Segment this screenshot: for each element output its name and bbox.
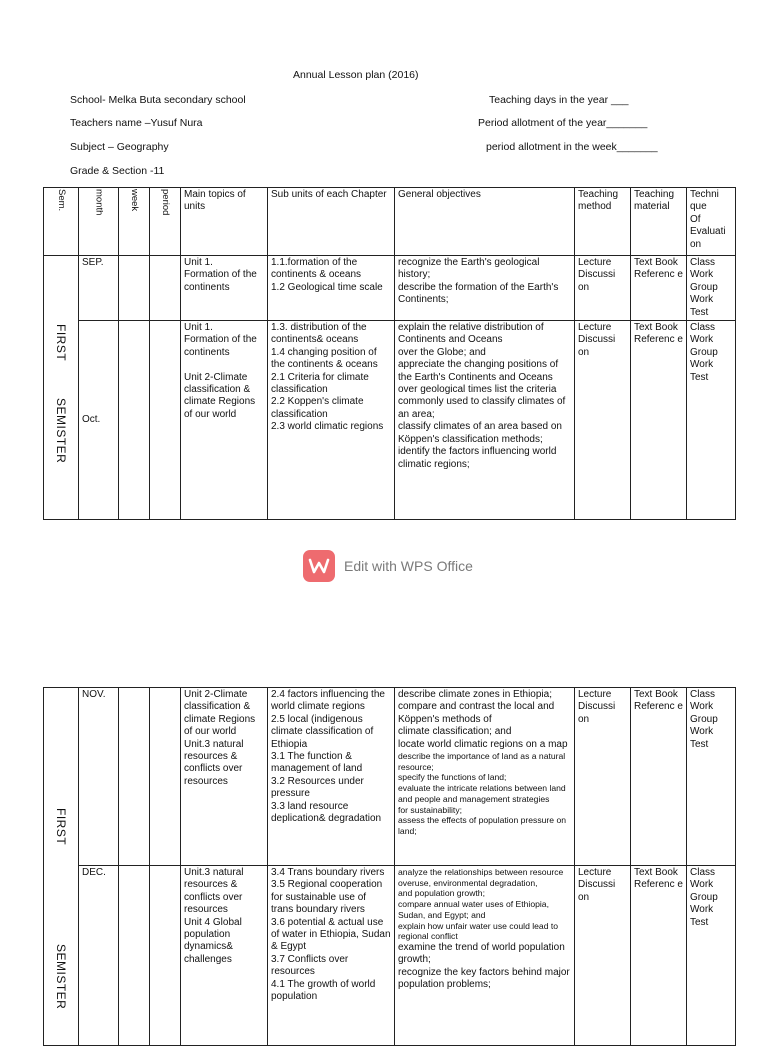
main-topic-cell: Unit.3 natural resources & conflicts over resources Unit 4 Global population dynamics& challenges [181, 866, 268, 1046]
wps-watermark-text: Edit with WPS Office [344, 558, 473, 574]
period-allotment-year: Period allotment of the year_______ [478, 117, 648, 129]
technique-cell: Class Work Group Work Test [687, 256, 736, 321]
grade-section: Grade & Section -11 [70, 165, 165, 177]
semester-label-first: FIRST [54, 808, 68, 846]
material-cell: Text Book Referenc e [631, 688, 687, 866]
sub-units-cell: 1.3. distribution of the continents& oceans 1.4 changing position of the continents & oceans 2.1 Criteria for climate classification 2.2 Koppen's climate classification 2.3 world climatic regions [268, 321, 395, 520]
header-teaching-material: Teaching material [631, 188, 687, 256]
teacher-name: Teachers name –Yusuf Nura [70, 117, 203, 129]
technique-cell: Class Work Group Work Test [687, 321, 736, 520]
header-sem: Sem. [44, 188, 79, 256]
table-row [44, 688, 736, 866]
header-period: period [150, 188, 181, 256]
period-cell [150, 866, 181, 1046]
method-cell: Lecture Discussi on [575, 866, 631, 1046]
month-cell: SEP. [79, 256, 119, 321]
technique-cell: Class Work Group Work Test [687, 866, 736, 1046]
header-week: week [119, 188, 150, 256]
sub-units-cell: 1.1.formation of the continents & oceans 1.2 Geological time scale [268, 256, 395, 321]
technique-cell: Class Work Group Work Test [687, 688, 736, 866]
sub-units-cell: 2.4 factors influencing the world climate regions 2.5 local (indigenous climate classification of Ethiopia 3.1 The function & management of land 3.2 Resources under pressure 3.3 land resource deplication& degradation [268, 688, 395, 866]
document-title: Annual Lesson plan (2016) [293, 69, 419, 81]
semester-label-semister: SEMISTER [54, 944, 68, 1010]
period-cell [150, 256, 181, 321]
objectives-text-small: analyze the relationships between resource overuse, environmental degradation, and population growth; compare annual water uses of Ethiopia, Sudan, and Egypt; and explain how unfair water use could lead to regional conflict [398, 867, 564, 942]
material-cell: Text Book Referenc e [631, 866, 687, 1046]
week-cell [119, 256, 150, 321]
objectives-cell [395, 866, 575, 1046]
material-cell: Text Book Referenc e [631, 256, 687, 321]
semester-label-first: FIRST [54, 324, 68, 362]
table-row [44, 866, 736, 1046]
main-topic-cell: Unit 2-Climate classification & climate Regions of our world Unit.3 natural resources & conflicts over resources [181, 688, 268, 866]
month-cell: DEC. [79, 866, 119, 1046]
objectives-text: describe climate zones in Ethiopia; compare and contrast the local and Köppen's methods of climate classification; and locate world climatic regions on a map [398, 689, 568, 750]
objectives-text-small: describe the importance of land as a natural resource; specify the functions of land; evaluate the intricate relations between land and people and management strategies for sustainability; assess the effects of population pressure on land; [398, 751, 567, 836]
objectives-cell: recognize the Earth's geological history; describe the formation of the Earth's Continents; [395, 256, 575, 321]
week-cell [119, 688, 150, 866]
header-teaching-method: Teaching method [575, 188, 631, 256]
main-topic-cell: Unit 1. Formation of the continents [181, 256, 268, 321]
header-evaluation-technique: Techni que Of Evaluati on [687, 188, 736, 256]
period-allotment-week: period allotment in the week_______ [486, 141, 658, 153]
lesson-plan-table-page2 [43, 687, 736, 1046]
month-cell: Oct. [79, 321, 119, 520]
sub-units-cell: 3.4 Trans boundary rivers 3.5 Regional cooperation for sustainable use of trans boundary rivers 3.6 potential & actual use of water in Ethiopia, Sudan & Egypt 3.7 Conflicts over resources 4.1 The growth of world population [268, 866, 395, 1046]
period-cell [150, 688, 181, 866]
material-cell: Text Book Referenc e [631, 321, 687, 520]
wps-watermark [303, 550, 473, 582]
objectives-text: examine the trend of world population growth; recognize the key factors behind major population problems; [398, 941, 570, 991]
week-cell [119, 321, 150, 520]
month-cell: NOV. [79, 688, 119, 866]
header-objectives: General objectives [395, 188, 575, 256]
objectives-cell [395, 688, 575, 866]
header-sub-units: Sub units of each Chapter [268, 188, 395, 256]
teaching-days: Teaching days in the year ___ [489, 94, 629, 106]
table-row [44, 321, 736, 520]
lesson-plan-table-page1 [43, 187, 736, 520]
method-cell: Lecture Discussi on [575, 321, 631, 520]
method-cell: Lecture Discussi on [575, 256, 631, 321]
semester-cell [44, 256, 79, 520]
semester-label-semister: SEMISTER [54, 398, 68, 464]
period-cell [150, 321, 181, 520]
table-header-row [44, 188, 736, 256]
objectives-cell: explain the relative distribution of Continents and Oceans over the Globe; and appreciate the changing positions of the Earth's Continents and Oceans over geological times list the criteria commonly used to classify climates of an area; classify climates of an area based on Köppen's classification methods; identify the factors influencing world climatic regions; [395, 321, 575, 520]
wps-logo-icon [303, 550, 335, 582]
table-row [44, 256, 736, 321]
header-main-topics: Main topics of units [181, 188, 268, 256]
subject-name: Subject – Geography [70, 141, 169, 153]
header-month: month [79, 188, 119, 256]
main-topic-cell: Unit 1. Formation of the continents Unit 2-Climate classification & climate Regions of our world [181, 321, 268, 520]
method-cell: Lecture Discussi on [575, 688, 631, 866]
school-name: School- Melka Buta secondary school [70, 94, 246, 106]
week-cell [119, 866, 150, 1046]
